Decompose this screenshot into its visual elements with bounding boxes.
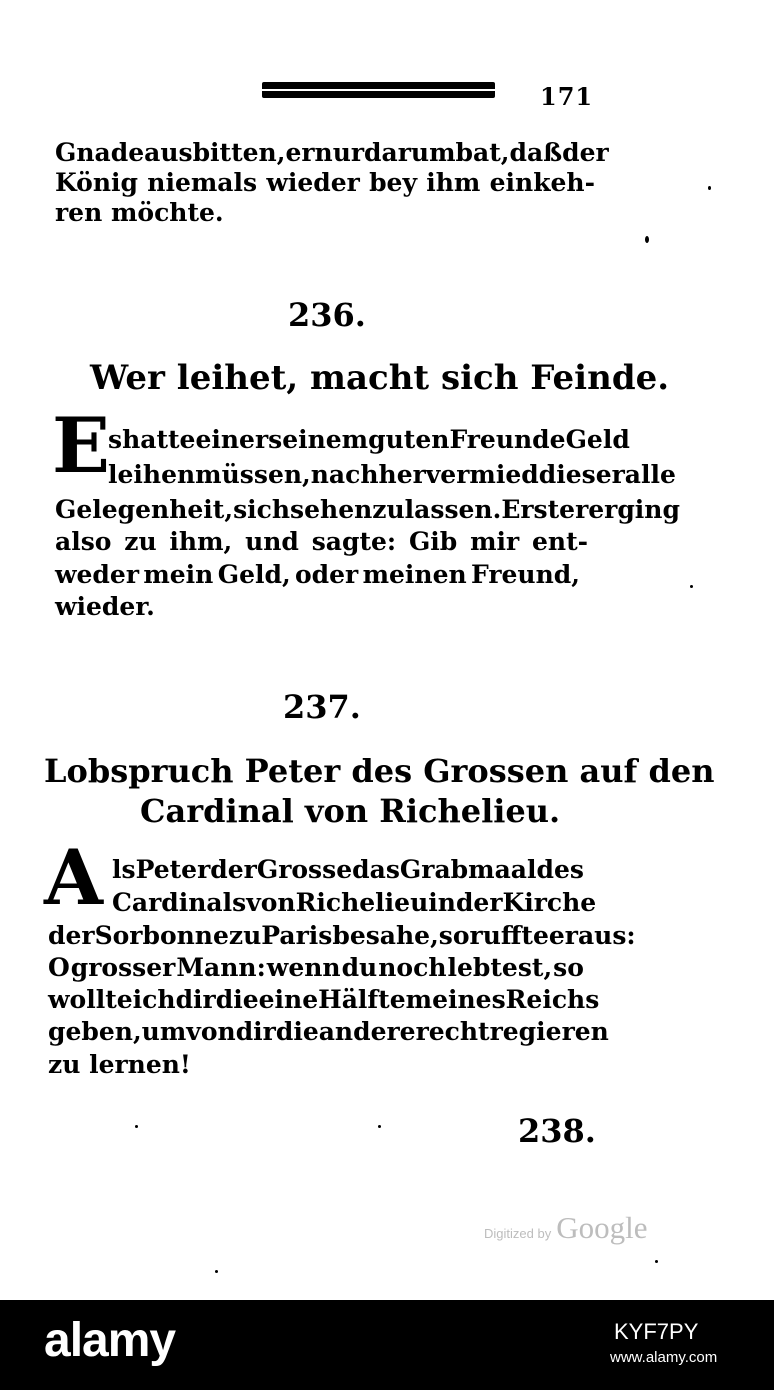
word: weder <box>55 560 139 589</box>
watermark-stock-id: KYF7PY <box>614 1319 699 1344</box>
word: grosser <box>70 953 176 982</box>
word: meinen <box>362 560 467 589</box>
word: mir <box>470 527 520 556</box>
word: Sorbonne <box>94 921 229 950</box>
scan-speck <box>690 585 693 588</box>
word: oder <box>295 560 359 589</box>
story-236-line-4 <box>55 527 588 557</box>
word: ihm <box>426 168 481 197</box>
header-rule <box>262 82 495 98</box>
scan-speck <box>378 1125 381 1128</box>
word: wenn <box>266 953 341 982</box>
word: guten <box>368 425 450 454</box>
word: so <box>553 953 584 982</box>
word: Peter <box>135 855 211 884</box>
word: ruffte <box>469 921 549 950</box>
word: dieser <box>538 460 625 489</box>
story-236-number: 236. <box>288 296 366 334</box>
word: Kirche <box>502 888 597 917</box>
story-236-title: Wer leihet, macht sich Feinde. <box>90 358 670 398</box>
word: so <box>438 921 470 950</box>
word: Gnade <box>55 138 145 167</box>
word: sehen <box>290 495 373 524</box>
word: besahe, <box>332 921 439 950</box>
word: Grabmaal <box>399 855 537 884</box>
word: Gib <box>408 527 458 556</box>
scan-speck <box>135 1125 138 1128</box>
word: ging <box>617 495 680 524</box>
scan-speck <box>215 1270 218 1273</box>
story-236-line-2 <box>108 460 676 490</box>
word: müssen, <box>195 460 311 489</box>
word: Richelieu <box>295 888 429 917</box>
word: leihen <box>108 460 196 489</box>
word: einkeh- <box>489 168 595 197</box>
word: er <box>548 921 578 950</box>
word: einer <box>195 425 269 454</box>
word: Mann: <box>176 953 266 982</box>
word: lebtest, <box>447 953 553 982</box>
story-236-line-3 <box>55 495 680 525</box>
word: ihm, <box>169 527 233 556</box>
story-237-line-1 <box>112 855 584 885</box>
word: die <box>215 985 259 1014</box>
word: Cardinals <box>112 888 247 917</box>
page-number: 171 <box>540 82 594 111</box>
story-236-drop-cap: E <box>52 401 110 490</box>
story-236-line-6: wieder. <box>55 592 155 621</box>
word: ausbitten, <box>144 138 286 167</box>
word: Freund, <box>471 560 580 589</box>
story-237-line-6 <box>48 1017 609 1047</box>
word: sagte: <box>311 527 397 556</box>
word: Grosse <box>256 855 353 884</box>
word: zu <box>372 495 405 524</box>
digitized-prefix: Digitized by <box>484 1226 552 1241</box>
word: nur <box>314 138 365 167</box>
word: lassen. <box>404 495 502 524</box>
word: Reichs <box>505 985 600 1014</box>
story-237-line-7: zu lernen! <box>48 1050 191 1079</box>
word: nachher <box>310 460 426 489</box>
story-237-title-line-2: Cardinal von Richelieu. <box>140 792 561 830</box>
word: alle <box>624 460 676 489</box>
continuation-line-1 <box>55 138 609 168</box>
word: sich <box>233 495 291 524</box>
word: ich <box>132 985 176 1014</box>
word: noch <box>378 953 447 982</box>
word: wollte <box>48 985 133 1014</box>
scan-speck <box>708 186 711 190</box>
word: ent- <box>531 527 588 556</box>
word: darum <box>364 138 456 167</box>
word: daß <box>509 138 563 167</box>
word: Paris <box>261 921 333 950</box>
google-brand: Google <box>556 1210 648 1245</box>
word: regieren <box>489 1017 609 1046</box>
story-237-number: 237. <box>283 688 361 726</box>
word: Freunde <box>449 425 566 454</box>
word: s <box>108 425 123 454</box>
word: König <box>55 168 139 197</box>
word: er <box>285 138 315 167</box>
word: zu <box>124 527 157 556</box>
watermark-brand: alamy <box>44 1314 176 1367</box>
continuation-line-2 <box>55 168 595 198</box>
word: hatte <box>122 425 196 454</box>
next-story-number: 238. <box>518 1112 596 1150</box>
word: um <box>141 1017 187 1046</box>
word: dir <box>235 1017 276 1046</box>
word: andere <box>318 1017 416 1046</box>
word: von <box>246 888 296 917</box>
word: vermied <box>425 460 539 489</box>
word: die <box>275 1017 319 1046</box>
word: eine <box>258 985 319 1014</box>
word: dir <box>175 985 216 1014</box>
word: Ersterer <box>501 495 618 524</box>
word: in <box>428 888 456 917</box>
word: Gelegenheit, <box>55 495 234 524</box>
word: geben, <box>48 1017 142 1046</box>
word: bey <box>369 168 417 197</box>
story-236-line-1 <box>108 425 630 455</box>
word: Geld, <box>217 560 291 589</box>
word: bat, <box>455 138 510 167</box>
word: mein <box>143 560 214 589</box>
word: du <box>341 953 378 982</box>
scan-speck <box>645 236 649 243</box>
story-237-line-4 <box>48 953 584 983</box>
digitized-by-google <box>484 1210 648 1246</box>
story-237-title-line-1: Lobspruch Peter des Grossen auf den <box>44 752 715 790</box>
story-237-line-5 <box>48 985 600 1015</box>
story-236-line-5 <box>55 560 580 590</box>
word: der <box>455 888 503 917</box>
word: Geld <box>565 425 630 454</box>
word: von <box>186 1017 236 1046</box>
word: der <box>210 855 257 884</box>
word: Hälfte <box>318 985 406 1014</box>
word: ls <box>112 855 136 884</box>
word: das <box>352 855 400 884</box>
word: des <box>536 855 584 884</box>
story-237-drop-cap: A <box>44 833 103 922</box>
word: der <box>562 138 609 167</box>
word: wieder <box>266 168 360 197</box>
word: zu <box>228 921 262 950</box>
word: und <box>245 527 299 556</box>
word: der <box>48 921 95 950</box>
word: also <box>55 527 112 556</box>
word: recht <box>415 1017 490 1046</box>
continuation-line-3: ren möchte. <box>55 198 224 227</box>
story-237-line-3 <box>48 921 636 951</box>
scan-speck <box>655 1260 658 1263</box>
word: niemals <box>147 168 258 197</box>
watermark-site: www.alamy.com <box>610 1349 718 1366</box>
word: O <box>48 953 70 982</box>
word: aus: <box>577 921 636 950</box>
story-237-line-2 <box>112 888 597 918</box>
word: meines <box>405 985 506 1014</box>
word: seinem <box>268 425 369 454</box>
